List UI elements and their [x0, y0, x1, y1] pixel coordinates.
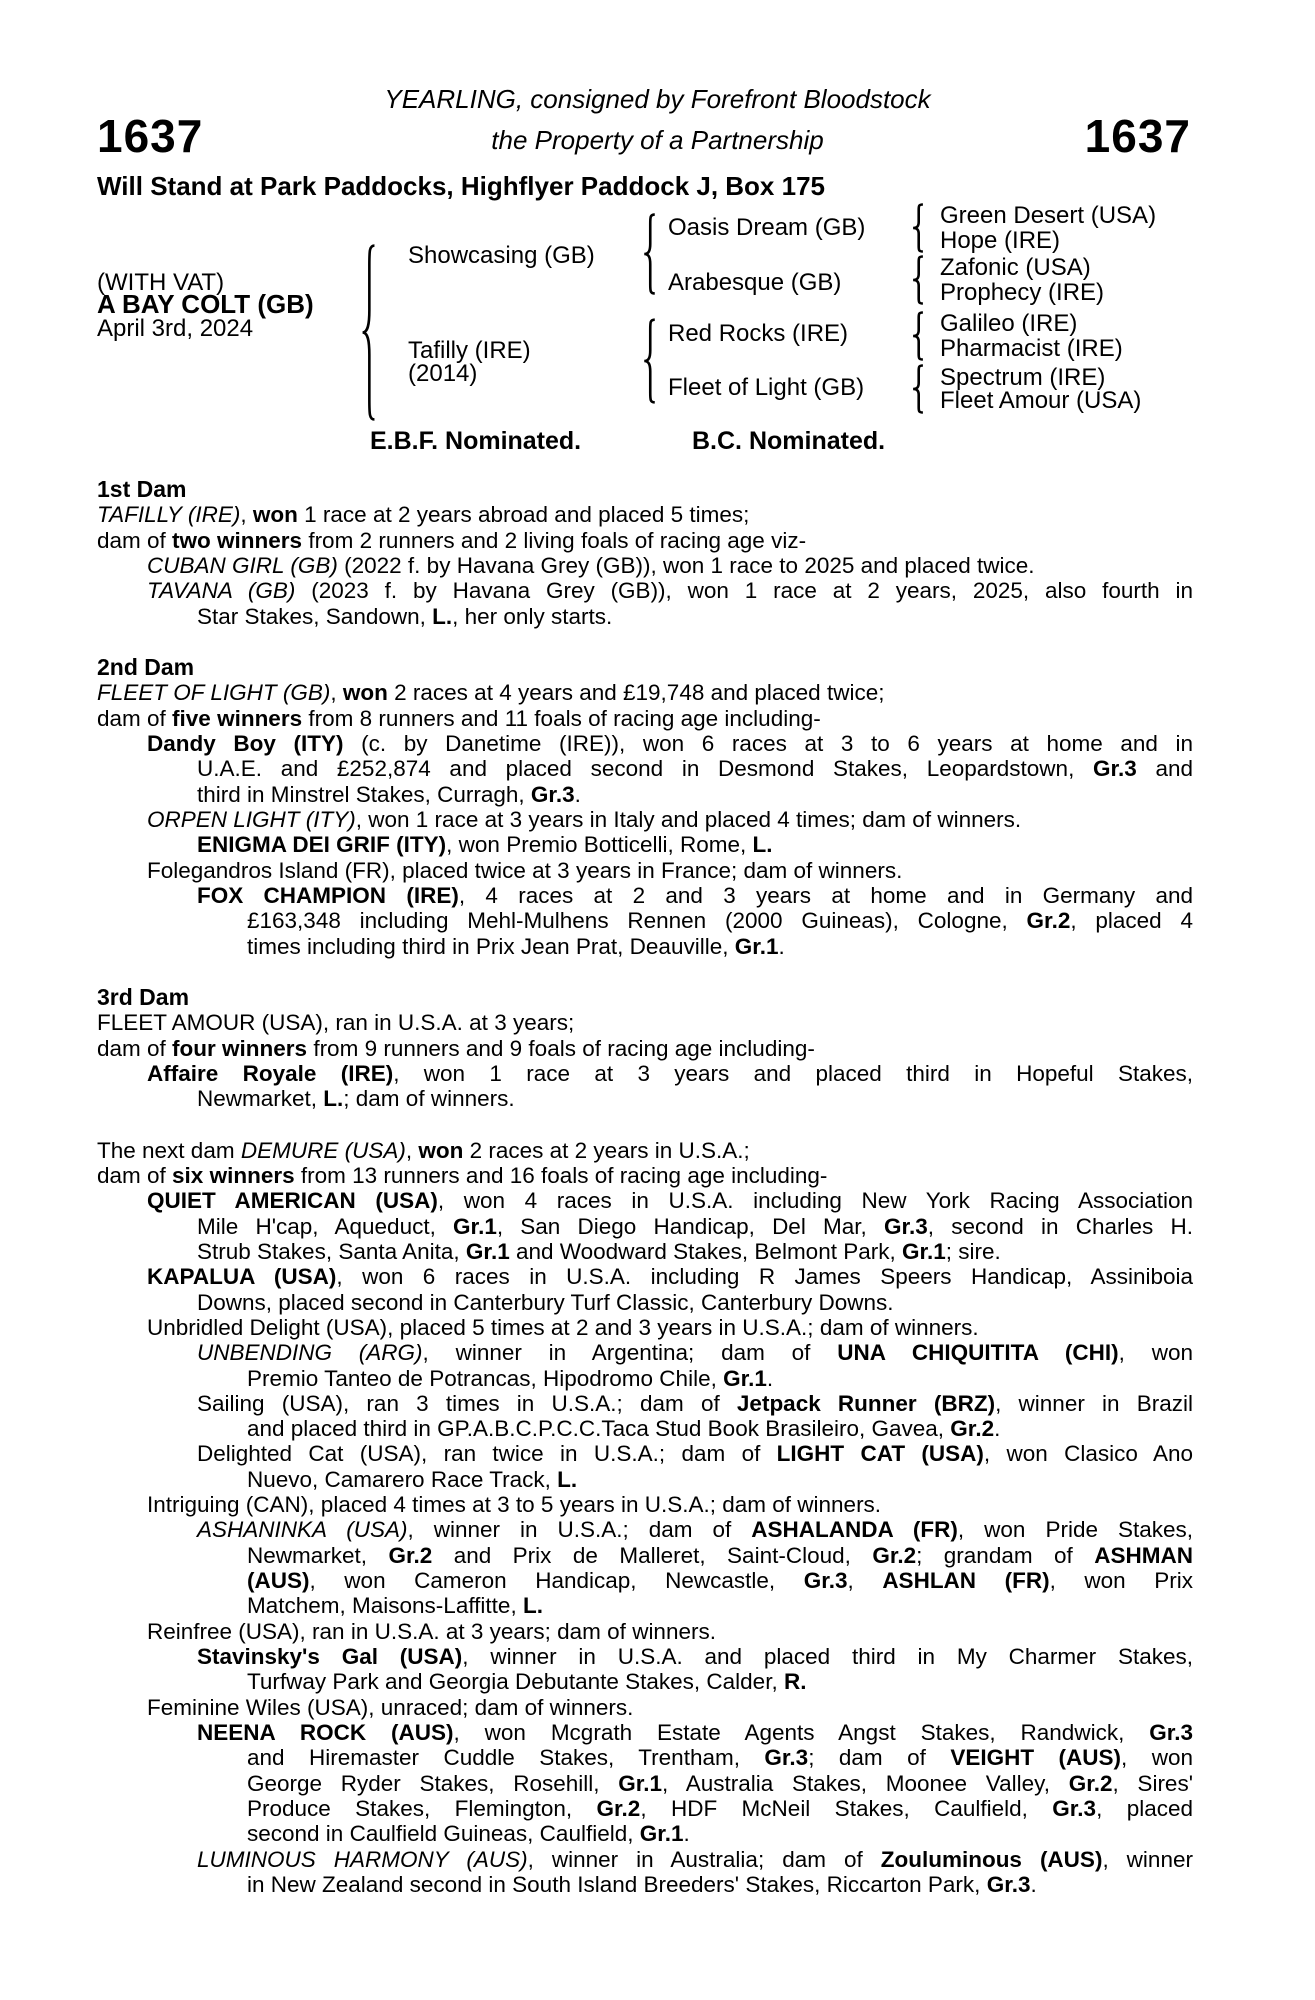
- pedigree-text-line: Unbridled Delight (USA), placed 5 times at 2 and 3 years in U.S.A.; dam of winners.: [147, 1314, 979, 1340]
- great-granddam-name: Hope (IRE): [940, 227, 1061, 254]
- section-heading: 3rd Dam: [97, 983, 190, 1010]
- lot-number-right: 1637: [1084, 110, 1191, 162]
- pedigree-text-line: KAPALUA (USA), won 6 races in U.S.A. including R James Speers Handicap, Assiniboia: [147, 1264, 1194, 1290]
- pedigree-brace-small: [911, 311, 925, 361]
- pedigree-text-line: ASHANINKA (USA), winner in U.S.A.; dam of ASHALANDA (FR), won Pride Stakes,: [197, 1517, 1194, 1543]
- pedigree-brace-small: [911, 203, 925, 253]
- bc-nomination: B.C. Nominated.: [692, 427, 886, 455]
- pedigree-text-line: The next dam DEMURE (USA), won 2 races at 2 years in U.S.A.;: [97, 1137, 750, 1163]
- pedigree-text-line: Affaire Royale (IRE), won 1 race at 3 years and placed third in Hopeful Stakes,: [147, 1060, 1193, 1086]
- pedigree-text-line: LUMINOUS HARMONY (AUS), winner in Australia; dam of Zouluminous (AUS), winner: [197, 1846, 1193, 1872]
- pedigree-text-line: third in Minstrel Stakes, Curragh, Gr.3.: [197, 781, 581, 807]
- pedigree-text-line: Delighted Cat (USA), ran twice in U.S.A.; dam of LIGHT CAT (USA), won Clasico Ano: [197, 1441, 1193, 1467]
- pedigree-text-line: FLEET OF LIGHT (GB), won 2 races at 4 years and £19,748 and placed twice;: [97, 680, 885, 706]
- pedigree-text-line: U.A.E. and £252,874 and placed second in Desmond Stakes, Leopardstown, Gr.3 and: [197, 756, 1193, 782]
- great-granddam-name: Fleet Amour (USA): [940, 387, 1142, 414]
- pedigree-text-line: UNBENDING (ARG), winner in Argentina; dam of UNA CHIQUITITA (CHI), won: [197, 1340, 1193, 1366]
- pedigree-text-line: CUBAN GIRL (GB) (2022 f. by Havana Grey (GB)), won 1 race to 2025 and placed twice.: [147, 552, 1035, 578]
- pedigree-text-line: and placed third in GP.A.B.C.P.C.C.Taca Stud Book Brasileiro, Gavea, Gr.2.: [247, 1416, 1001, 1442]
- subject-foal-date: April 3rd, 2024: [97, 315, 254, 342]
- grandparent-name: Arabesque (GB): [668, 269, 842, 296]
- pedigree-text-line: second in Caulfield Guineas, Caulfield, Gr.1.: [247, 1821, 690, 1847]
- pedigree-text-line: Downs, placed second in Canterbury Turf Classic, Canterbury Downs.: [197, 1289, 894, 1315]
- pedigree-text-line: dam of six winners from 13 runners and 16 foals of racing age including-: [97, 1162, 828, 1188]
- dam-section: [97, 477, 1193, 629]
- great-grandsire-name: Spectrum (IRE): [940, 364, 1106, 391]
- great-granddam-name: Pharmacist (IRE): [940, 335, 1123, 362]
- pedigree-text-line: in New Zealand second in South Island Breeders' Stakes, Riccarton Park, Gr.3.: [247, 1872, 1037, 1898]
- pedigree-text-line: times including third in Prix Jean Prat, Deauville, Gr.1.: [247, 933, 785, 959]
- subject-vat: (WITH VAT): [97, 269, 225, 296]
- pedigree-text-line: (AUS), won Cameron Handicap, Newcastle, Gr.3, ASHLAN (FR), won Prix: [247, 1568, 1193, 1594]
- pedigree-text-line: Star Stakes, Sandown, L., her only starts.: [197, 603, 613, 629]
- pedigree-text-line: Intriguing (CAN), placed 4 times at 3 to 5 years in U.S.A.; dam of winners.: [147, 1492, 882, 1518]
- ebf-nomination: E.B.F. Nominated.: [370, 427, 582, 455]
- dam-section: [97, 1138, 1193, 1898]
- dam-name: Tafilly (IRE): [408, 337, 531, 364]
- lot-number-left: 1637: [97, 110, 204, 162]
- grandparent-name: Fleet of Light (GB): [668, 374, 865, 401]
- great-granddam-name: Prophecy (IRE): [940, 279, 1105, 306]
- section-heading: 2nd Dam: [97, 653, 195, 680]
- pedigree-text-line: TAVANA (GB) (2023 f. by Havana Grey (GB)), won 1 race at 2 years, 2025, also fourth in: [147, 578, 1193, 604]
- pedigree-text-line: Nuevo, Camarero Race Track, L.: [247, 1466, 578, 1492]
- pedigree-text-line: Folegandros Island (FR), placed twice at 3 years in France; dam of winners.: [147, 857, 903, 883]
- pedigree-brace-small: [911, 255, 925, 305]
- pedigree-text-line: FOX CHAMPION (IRE), 4 races at 2 and 3 years at home and in Germany and: [197, 882, 1193, 908]
- pedigree-text-line: QUIET AMERICAN (USA), won 4 races in U.S.A. including New York Racing Association: [147, 1188, 1194, 1214]
- pedigree-text-line: Feminine Wiles (USA), unraced; dam of winners.: [147, 1694, 634, 1720]
- pedigree-text-line: ORPEN LIGHT (ITY), won 1 race at 3 years in Italy and placed 4 times; dam of winners.: [147, 806, 1022, 832]
- pedigree-text-line: Newmarket, Gr.2 and Prix de Malleret, Saint-Cloud, Gr.2; grandam of ASHMAN: [247, 1542, 1193, 1568]
- pedigree-text-line: George Ryder Stakes, Rosehill, Gr.1, Australia Stakes, Moonee Valley, Gr.2, Sires': [247, 1770, 1193, 1796]
- pedigree-text-line: Mile H'cap, Aqueduct, Gr.1, San Diego Handicap, Del Mar, Gr.3, second in Charles H.: [197, 1213, 1193, 1239]
- pedigree-text-line: Strub Stakes, Santa Anita, Gr.1 and Woodward Stakes, Belmont Park, Gr.1; sire.: [197, 1238, 1001, 1264]
- stand-location-line: Will Stand at Park Paddocks, Highflyer Paddock J, Box 175: [97, 171, 825, 201]
- subject-name: A BAY COLT (GB): [97, 289, 314, 319]
- pedigree-text-line: TAFILLY (IRE), won 1 race at 2 years abroad and placed 5 times;: [97, 502, 750, 528]
- great-grandsire-name: Galileo (IRE): [940, 310, 1078, 337]
- pedigree-text-line: Produce Stakes, Flemington, Gr.2, HDF McNeil Stakes, Caulfield, Gr.3, placed: [247, 1796, 1193, 1822]
- consignment-line: YEARLING, consigned by Forefront Bloodstock: [384, 84, 931, 114]
- pedigree-brace-main: [360, 240, 377, 425]
- property-line: the Property of a Partnership: [491, 125, 824, 155]
- pedigree-text-line: ENIGMA DEI GRIF (ITY), won Premio Botticelli, Rome, L.: [197, 832, 773, 858]
- pedigree-text-line: FLEET AMOUR (USA), ran in U.S.A. at 3 years;: [97, 1010, 575, 1036]
- dam-section: [97, 985, 1193, 1112]
- pedigree-text-line: Premio Tanteo de Potrancas, Hipodromo Chile, Gr.1.: [247, 1365, 774, 1391]
- pedigree-text-line: Matchem, Maisons-Laffitte, L.: [247, 1593, 543, 1619]
- pedigree-text-line: Reinfree (USA), ran in U.S.A. at 3 years; dam of winners.: [147, 1618, 716, 1644]
- pedigree-text-line: dam of two winners from 2 runners and 2 living foals of racing age viz-: [97, 527, 807, 553]
- pedigree-text-line: Sailing (USA), ran 3 times in U.S.A.; dam of Jetpack Runner (BRZ), winner in Brazil: [197, 1390, 1193, 1416]
- pedigree-brace-small: [911, 364, 925, 414]
- dam-section: [97, 655, 1193, 959]
- pedigree-brace-sire: [642, 212, 657, 296]
- pedigree-text-line: and Hiremaster Cuddle Stakes, Trentham, Gr.3; dam of VEIGHT (AUS), won: [247, 1745, 1193, 1771]
- pedigree-text-line: dam of five winners from 8 runners and 11 foals of racing age including-: [97, 705, 821, 731]
- pedigree-text-line: Stavinsky's Gal (USA), winner in U.S.A. and placed third in My Charmer Stakes,: [197, 1644, 1193, 1670]
- pedigree-text-line: dam of four winners from 9 runners and 9 foals of racing age including-: [97, 1035, 815, 1061]
- pedigree-text-line: Dandy Boy (ITY) (c. by Danetime (IRE)), won 6 races at 3 to 6 years at home and in: [147, 730, 1193, 756]
- pedigree-text-line: £163,348 including Mehl-Mulhens Rennen (2000 Guineas), Cologne, Gr.2, placed 4: [247, 908, 1193, 934]
- pedigree-body: [97, 477, 1193, 1897]
- dam-year: (2014): [408, 360, 478, 387]
- pedigree-text-line: NEENA ROCK (AUS), won Mcgrath Estate Agents Angst Stakes, Randwick, Gr.3: [197, 1720, 1194, 1746]
- pedigree-text-line: Turfway Park and Georgia Debutante Stakes, Calder, R.: [247, 1669, 807, 1695]
- sire-name: Showcasing (GB): [408, 242, 595, 269]
- great-grandsire-name: Zafonic (USA): [940, 254, 1091, 281]
- pedigree-text-line: Newmarket, L.; dam of winners.: [197, 1086, 515, 1112]
- great-grandsire-name: Green Desert (USA): [940, 202, 1157, 229]
- pedigree-brace-dam: [642, 317, 657, 405]
- section-heading: 1st Dam: [97, 476, 187, 502]
- grandparent-name: Oasis Dream (GB): [668, 214, 866, 241]
- grandparent-name: Red Rocks (IRE): [668, 320, 849, 347]
